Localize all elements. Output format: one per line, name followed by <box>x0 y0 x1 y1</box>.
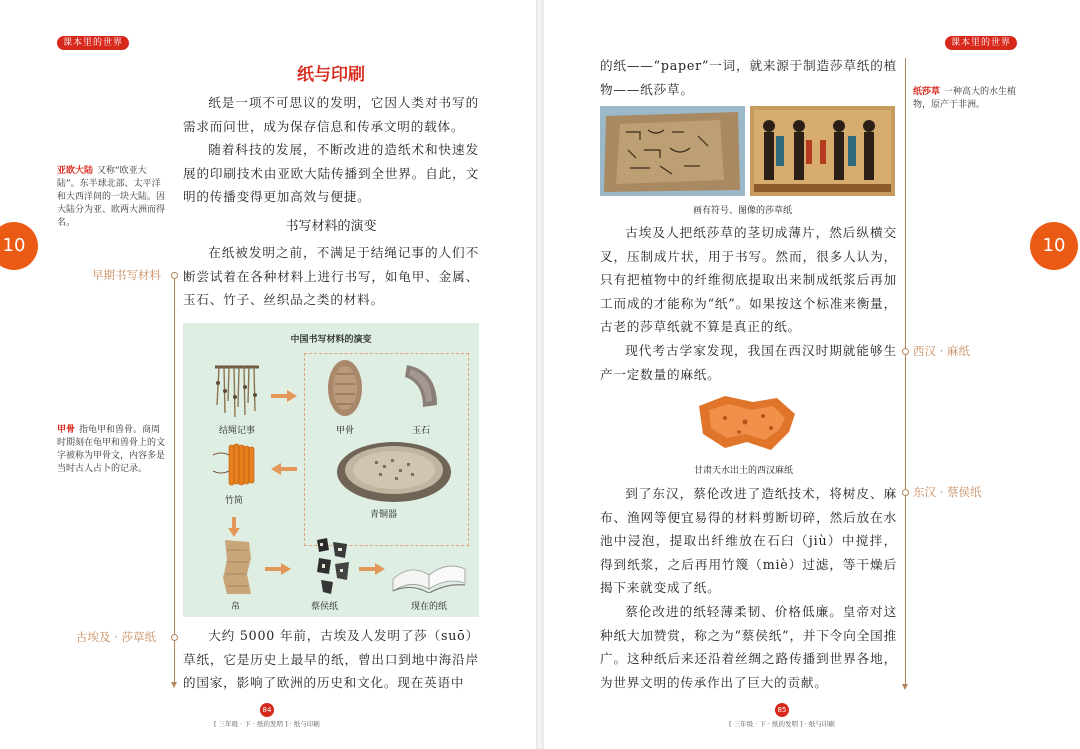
intro-paragraph: 纸是一项不可思议的发明，它因人类对书写的需求而问世，成为保存信息和传承文明的载体。 <box>183 95 479 134</box>
paper-word-text <box>600 54 897 101</box>
header-badge: 课本里的世界 <box>57 36 129 50</box>
right-page <box>543 0 1080 749</box>
knotted-cords-image <box>213 361 261 419</box>
paragraph: 到了东汉，蔡伦改进了造纸技术，将树皮、麻布、渔网等便宜易得的材料剪断切碎，然后放在水池中浸泡，提取出纤维放在石臼（jiù）中搅拌，得到纸浆，之后再用竹篾（miè）过滤，等干燥后揭下来就变成了纸。 <box>600 486 897 596</box>
sidenote-text: 一种高大的水生植物，原产于非洲。 <box>913 87 1017 110</box>
oracle-bone-image <box>326 358 364 418</box>
chapter-tab: 10 <box>1030 222 1078 270</box>
figure-caption: 甘肃天水出土的西汉麻纸 <box>694 466 794 476</box>
sidenote-oracle-bone <box>57 424 169 476</box>
timeline-label: 西汉 · 麻纸 <box>913 344 970 358</box>
timeline-arrow-icon <box>902 684 908 690</box>
paragraph: 蔡伦改进的纸轻薄柔韧、价格低廉。皇帝对这种纸大加赞赏，称之为“蔡侯纸”，并下令向全国推广。这种纸后来还沿着丝绸之路传播到世界各地，为世界文明的传承作出了巨大的贡献。 <box>600 603 897 690</box>
sidenote-papyrus-plant <box>913 86 1025 112</box>
chapter-tab: 10 <box>0 222 38 270</box>
figure-label: 玉石 <box>412 426 431 436</box>
arrow-left-icon <box>271 463 297 475</box>
section-subheading: 书写材料的演变 <box>285 219 377 234</box>
sidenote-text: 又称“欧亚大陆”。东半球北部、太平洋和大西洋间的一块大陆。因大陆分为亚、欧两大洲而得名。 <box>57 166 166 228</box>
writing-materials-figure <box>183 323 479 617</box>
timeline-line <box>174 272 175 682</box>
intro-text <box>183 91 479 209</box>
timeline-dot-icon <box>171 634 178 641</box>
paragraph: 在纸被发明之前，不满足于结绳记事的人们不断尝试着在各种材料上进行书写，如龟甲、金属、玉石、竹子、丝织品之类的材料。 <box>183 245 479 308</box>
hemp-paper-image <box>695 392 799 454</box>
sidenote-eurasia <box>57 165 169 230</box>
timeline-dot-icon <box>171 272 178 279</box>
figure-caption: 画有符号、图像的莎草纸 <box>693 206 793 216</box>
early-materials-text <box>183 241 479 312</box>
figure-label: 青铜器 <box>370 510 398 520</box>
paragraph: 大约 5000 年前，古埃及人发明了莎（suō）草纸，它是历史上最早的纸，曾出口到地中海沿岸的国家，影响了欧洲的历史和文化。现在英语中 <box>183 628 479 691</box>
bamboo-slips-image <box>211 441 255 487</box>
figure-label: 现在的纸 <box>411 602 448 612</box>
bronze-vessel-image <box>335 439 453 505</box>
figure-label: 甲骨 <box>336 426 355 436</box>
sidenote-keyword: 纸莎草 <box>913 87 941 97</box>
timeline-line <box>905 58 906 684</box>
figure-label: 竹简 <box>225 496 244 506</box>
papyrus-intro-text <box>183 624 479 695</box>
papyrus-making-text <box>600 221 897 386</box>
papyrus-symbols-image <box>600 106 745 196</box>
figure-label: 帛 <box>231 602 241 612</box>
caihou-paper-image <box>313 536 353 596</box>
timeline-label: 早期书写材料 <box>92 268 161 282</box>
sidenote-keyword: 亚欧大陆 <box>57 166 94 176</box>
cailun-text <box>600 482 897 694</box>
figure-label: 蔡侯纸 <box>311 602 339 612</box>
jade-image <box>401 361 441 411</box>
modern-paper-image <box>389 549 469 593</box>
page-title: 纸与印刷 <box>297 65 365 85</box>
timeline-dot-icon <box>902 489 909 496</box>
page-footer: [ 三年级 · 下 · 纸的发明 ] · 纸与印刷 <box>214 720 320 728</box>
paragraph: 的纸——“paper”一词，就来源于制造莎草纸的植物——纸莎草。 <box>600 58 897 97</box>
header-badge: 课本里的世界 <box>945 36 1017 50</box>
arrow-right-icon <box>265 563 291 575</box>
sidenote-text: 指龟甲和兽骨。商周时期刻在龟甲和兽骨上的文字被称为甲骨文，内容多是当时古人占卜的记录。 <box>57 425 166 474</box>
sidenote-keyword: 甲骨 <box>57 425 76 435</box>
timeline-label: 古埃及 · 莎草纸 <box>76 630 156 644</box>
timeline-label: 东汉 · 蔡侯纸 <box>913 485 982 499</box>
arrow-right-icon <box>359 563 385 575</box>
left-page <box>0 0 537 749</box>
figure-title: 中国书写材料的演变 <box>290 335 372 345</box>
arrow-down-icon <box>228 517 240 537</box>
figure-label: 结绳记事 <box>219 426 256 436</box>
page-number: 84 <box>260 703 274 717</box>
paragraph: 现代考古学家发现，我国在西汉时期就能够生产一定数量的麻纸。 <box>600 342 897 382</box>
paragraph: 古埃及人把纸莎草的茎切成薄片，然后纵横交叉，压制成片状，用于书写。然而，很多人认为，只有把植物中的纤维彻底提取出来制成纸浆后再加工而成的才能称为“纸”。如果按这个标准来衡量，古老的莎草纸就不算是真正的纸。 <box>600 225 897 335</box>
timeline-arrow-icon <box>171 682 177 688</box>
intro-paragraph: 随着科技的发展，不断改进的造纸术和快速发展的印刷技术由亚欧大陆传播到全世界。自此，文明的传播变得更加高效与便捷。 <box>183 142 479 205</box>
papyrus-painting-image <box>750 106 895 196</box>
page-number: 85 <box>775 703 789 717</box>
silk-image <box>219 538 255 596</box>
timeline-dot-icon <box>902 348 909 355</box>
page-footer: [ 三年级 · 下 · 纸的发明 ] · 纸与印刷 <box>729 720 835 728</box>
arrow-right-icon <box>271 390 297 402</box>
